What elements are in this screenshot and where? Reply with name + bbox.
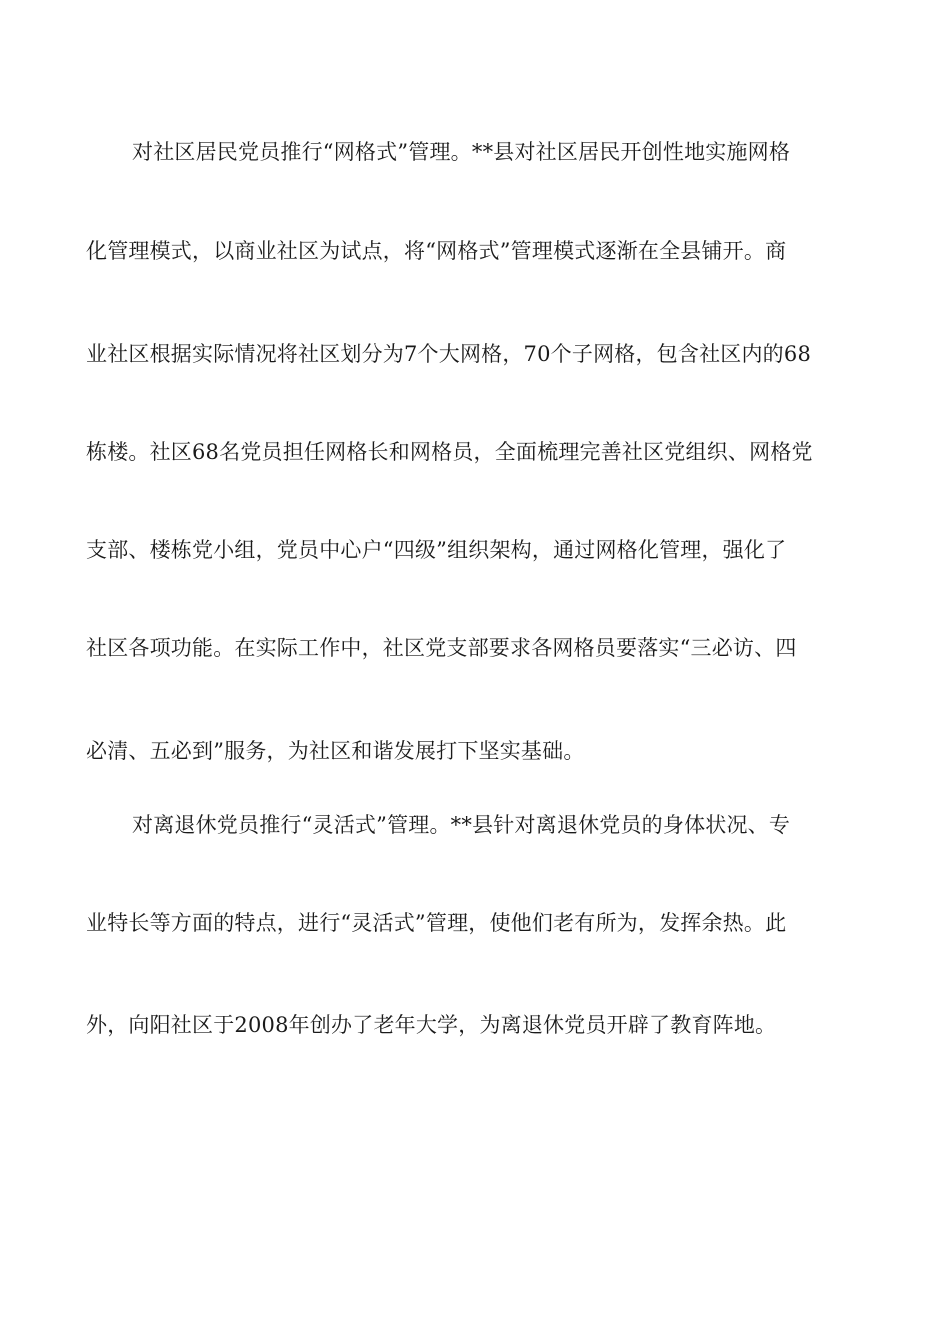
paragraph-line: 社区各项功能。在实际工作中，社区党支部要求各网格员要落实“三必访、四 — [86, 636, 797, 660]
paragraph-line: 外，向阳社区于2008年创办了老年大学，为离退休党员开辟了教育阵地。 — [86, 1013, 777, 1037]
paragraph-line: 对离退休党员推行“灵活式”管理。**县针对离退休党员的身体状况、专 — [132, 813, 791, 837]
paragraph-line: 业特长等方面的特点，进行“灵活式”管理，使他们老有所为，发挥余热。此 — [86, 911, 787, 935]
paragraph-line: 栋楼。社区68名党员担任网格长和网格员，全面梳理完善社区党组织、网格党 — [86, 440, 813, 464]
paragraph-line: 必清、五必到”服务，为社区和谐发展打下坚实基础。 — [86, 739, 585, 763]
paragraph-line: 支部、楼栋党小组，党员中心户“四级”组织架构，通过网格化管理，强化了 — [86, 538, 787, 562]
paragraph-line: 对社区居民党员推行“网格式”管理。**县对社区居民开创性地实施网格 — [132, 140, 791, 164]
paragraph-line: 化管理模式，以商业社区为试点，将“网格式”管理模式逐渐在全县铺开。商 — [86, 239, 787, 263]
paragraph-line: 业社区根据实际情况将社区划分为7个大网格，70个子网格，包含社区内的68 — [86, 342, 812, 366]
